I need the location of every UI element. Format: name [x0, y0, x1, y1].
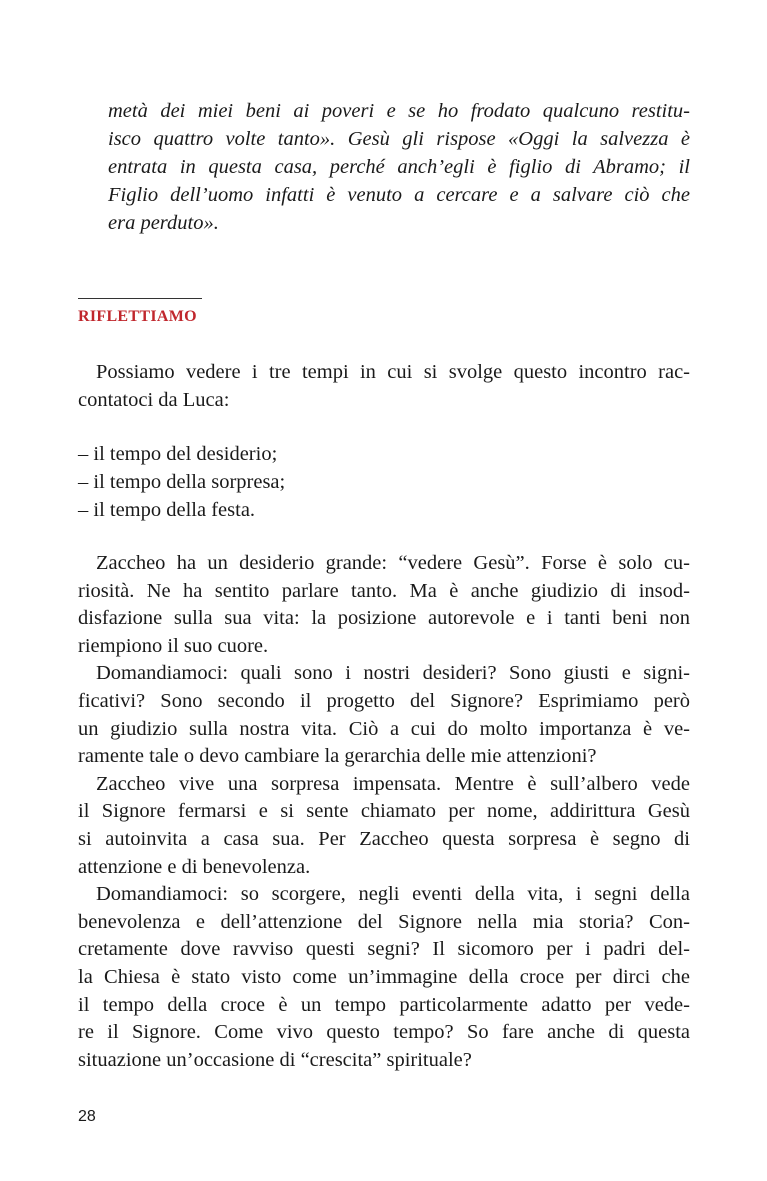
text-line: riosità. Ne ha sentito parlare tanto. Ma è anche giudizio di insod-	[78, 580, 690, 602]
list-item: – il tempo della sorpresa;	[78, 471, 286, 493]
text-line: la Chiesa è stato visto come un’immagine della croce per dirci che	[78, 966, 690, 988]
list-item: – il tempo del desiderio;	[78, 443, 278, 465]
page-number: 28	[78, 1108, 96, 1125]
text-line: cretamente dove ravviso questi segni? Il sicomoro per i padri del-	[78, 938, 690, 960]
text-line: Zaccheo ha un desiderio grande: “vedere Gesù”. Forse è solo cu-	[96, 552, 690, 574]
list-item: – il tempo della festa.	[78, 499, 256, 521]
text-line: ramente tale o devo cambiare la gerarchia delle mie attenzioni?	[78, 745, 597, 767]
text-line: disfazione sulla sua vita: la posizione autorevole e i tanti beni non	[78, 607, 690, 629]
text-line: benevolenza e dell’attenzione del Signore nella mia storia? Con-	[78, 911, 690, 933]
text-line: contatoci da Luca:	[78, 389, 230, 411]
text-line: situazione un’occasione di “crescita” spirituale?	[78, 1049, 472, 1071]
text-line: Possiamo vedere i tre tempi in cui si svolge questo incontro rac-	[96, 361, 690, 383]
quote-line: era perduto».	[108, 212, 219, 234]
section-heading: RIFLETTIAMO	[78, 308, 197, 325]
text-line: Zaccheo vive una sorpresa impensata. Mentre è sull’albero vede	[96, 773, 690, 795]
text-line: il tempo della croce è un tempo particolarmente adatto per vede-	[78, 994, 690, 1016]
quote-line: isco quattro volte tanto». Gesù gli rispose «Oggi la salvezza è	[108, 128, 690, 150]
text-line: si autoinvita a casa sua. Per Zaccheo questa sorpresa è segno di	[78, 828, 690, 850]
text-line: Domandiamoci: so scorgere, negli eventi della vita, i segni della	[96, 883, 690, 905]
text-line: attenzione e di benevolenza.	[78, 856, 311, 878]
text-line: riempiono il suo cuore.	[78, 635, 269, 657]
quote-line: Figlio dell’uomo infatti è venuto a cercare e a salvare ciò che	[108, 184, 690, 206]
section-divider	[78, 298, 202, 299]
text-line: ficativi? Sono secondo il progetto del Signore? Esprimiamo però	[78, 690, 690, 712]
text-line: Domandiamoci: quali sono i nostri desideri? Sono giusti e signi-	[96, 662, 690, 684]
quote-line: metà dei miei beni ai poveri e se ho frodato qualcuno restitu-	[108, 100, 690, 122]
quote-line: entrata in questa casa, perché anch’egli è figlio di Abramo; il	[108, 156, 690, 178]
text-line: un giudizio sulla nostra vita. Ciò a cui do molto importanza è ve-	[78, 718, 690, 740]
text-line: il Signore fermarsi e si sente chiamato per nome, addirittura Gesù	[78, 800, 690, 822]
text-line: re il Signore. Come vivo questo tempo? So fare anche di questa	[78, 1021, 690, 1043]
